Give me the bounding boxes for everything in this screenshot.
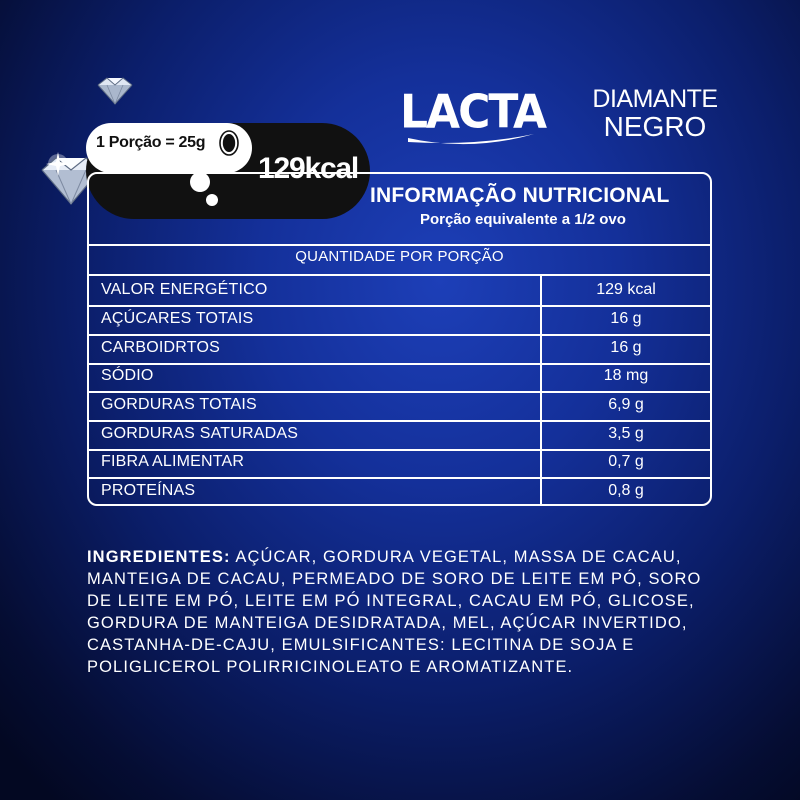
table-divider (89, 274, 710, 276)
ingredients-block (87, 546, 727, 678)
ingredients-title: INGREDIENTES: (87, 548, 231, 566)
nutrient-value: 129 kcal (596, 281, 656, 298)
negro-wordmark: NEGRO (603, 111, 707, 142)
portion-label: 1 Porção = 25g (96, 134, 206, 151)
nutrient-value: 16 g (610, 310, 642, 327)
ingredients-text: AÇÚCAR, GORDURA VEGETAL, MASSA DE CACAU, MANTEIGA DE CACAU, PERMEADO DE SORO DE LEITE EM PÓ, SORO DE LEITE EM PÓ, LEITE EM PÓ INTEGRAL, CACAU EM PÓ, GLICOSE, GORDURA DE MANTEIGA DESIDRATADA, MEL, AÇÚCAR INVERTIDO, CASTANHA-DE-CAJU, EMULSIFICANTES: LECITINA DE SOJA E POLIGLICEROL POLIRRICINOLEATO E AROMATIZANTE. (87, 548, 702, 676)
table-row-divider (89, 391, 710, 393)
lacta-wordmark: LACTA (400, 85, 546, 140)
table-row-divider (89, 420, 710, 422)
nutrient-label: VALOR ENERGÉTICO (101, 281, 268, 298)
nutrient-value: 6,9 g (608, 396, 644, 413)
nutrient-value: 16 g (610, 339, 642, 356)
nutrient-value: 0,8 g (608, 482, 644, 499)
nutrient-value: 0,7 g (608, 453, 644, 470)
table-row-divider (89, 305, 710, 307)
nutrient-label: AÇÚCARES TOTAIS (101, 310, 254, 327)
nutrient-label: SÓDIO (101, 367, 154, 384)
portion-kcal: 129kcal (258, 152, 359, 185)
table-row-divider (89, 363, 710, 365)
nutrition-subtitle: Porção equivalente a 1/2 ovo (420, 211, 626, 228)
nutrient-label: GORDURAS SATURADAS (101, 425, 299, 442)
table-row-divider (89, 449, 710, 451)
quantity-header: QUANTIDADE POR PORÇÃO (295, 248, 504, 265)
nutrition-title: INFORMAÇÃO NUTRICIONAL (370, 184, 670, 207)
table-divider (89, 244, 710, 246)
nutrient-label: PROTEÍNAS (101, 482, 196, 499)
table-row-divider (89, 477, 710, 479)
nutrient-value: 3,5 g (608, 425, 644, 442)
egg-icon (218, 127, 240, 157)
nutrient-label: GORDURAS TOTAIS (101, 396, 257, 413)
nutrient-label: FIBRA ALIMENTAR (101, 453, 245, 470)
diamante-wordmark: DIAMANTE (592, 85, 718, 113)
nutrient-value: 18 mg (603, 367, 649, 384)
nutrient-label: CARBOIDRTOS (101, 339, 220, 356)
table-row-divider (89, 334, 710, 336)
